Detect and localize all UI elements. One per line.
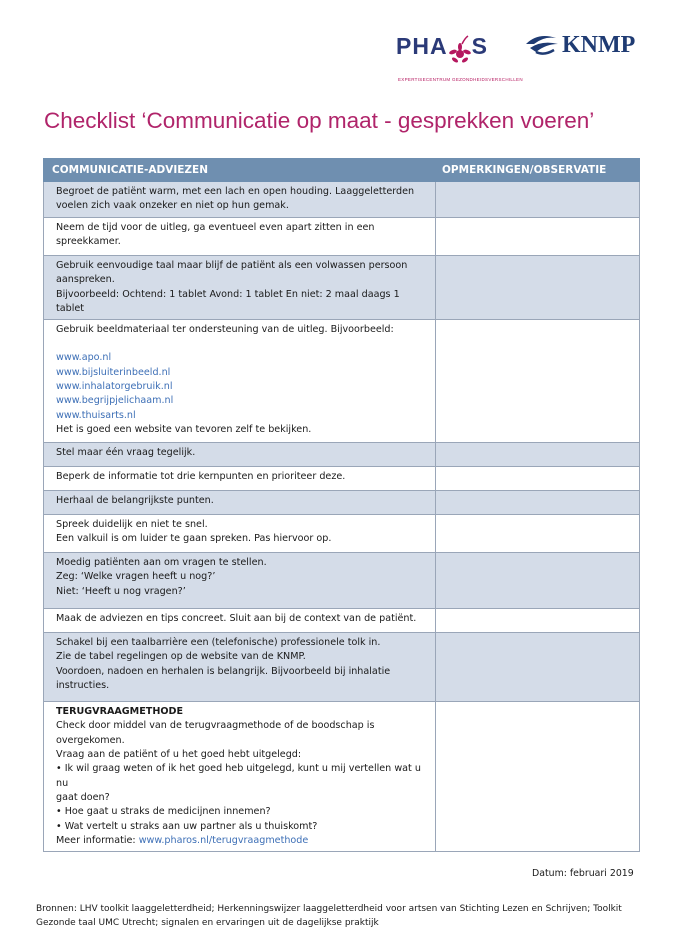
- advies-cell: [44, 702, 436, 852]
- advies-text: Maak de adviezen en tips concreet. Sluit aan bij de context van de patiënt.: [56, 613, 417, 625]
- observatie-cell[interactable]: [436, 633, 640, 702]
- advies-text: Gebruik eenvoudige taal maar blijf de patiënt als een volwassen persoon: [56, 260, 408, 271]
- column-header-adviezen: COMMUNICATIE-ADVIEZEN: [44, 159, 436, 182]
- website-link[interactable]: www.thuisarts.nl: [56, 409, 136, 421]
- advies-text: Stel maar één vraag tegelijk.: [56, 447, 196, 459]
- knmp-wordmark: KNMP: [562, 31, 636, 58]
- advies-cell: [44, 491, 436, 515]
- table-row: [44, 702, 640, 852]
- spacer: [56, 337, 425, 351]
- advies-text: spreekkamer.: [56, 236, 121, 248]
- advies-text: Moedig patiënten aan om vragen te stellen.: [56, 557, 267, 569]
- advies-cell: [44, 256, 436, 320]
- checklist-table: [43, 158, 640, 852]
- observatie-cell[interactable]: [436, 320, 640, 443]
- table-row: [44, 256, 640, 320]
- table-row: [44, 182, 640, 218]
- observatie-cell[interactable]: [436, 702, 640, 852]
- advies-text: Vraag aan de patiënt of u het goed hebt uitgelegd:: [56, 749, 302, 761]
- observatie-cell[interactable]: [436, 553, 640, 609]
- observatie-cell[interactable]: [436, 443, 640, 467]
- advies-cell: [44, 553, 436, 609]
- advies-text: Voordoen, nadoen en herhalen is belangrijk. Bijvoorbeeld bij inhalatie: [56, 665, 391, 677]
- observatie-cell[interactable]: [436, 218, 640, 256]
- advies-text: Het is goed een website van tevoren zelf te bekijken.: [56, 423, 312, 435]
- advies-cell: [44, 467, 436, 491]
- table-row: [44, 515, 640, 553]
- advies-text: Zie de tabel regelingen op de website van de KNMP.: [56, 651, 306, 663]
- more-info-line: [56, 834, 425, 848]
- knmp-swirl-icon: [524, 30, 560, 60]
- pharos-tagline: EXPERTISECENTRUM GEZONDHEIDSVERSCHILLEN: [398, 77, 523, 82]
- advies-text: instructies.: [56, 680, 110, 692]
- advies-text: Zeg: ‘Welke vragen heeft u nog?’: [56, 571, 216, 583]
- advies-cell: [44, 182, 436, 218]
- observatie-cell[interactable]: [436, 609, 640, 633]
- observatie-cell[interactable]: [436, 467, 640, 491]
- page-title: Checklist ‘Communicatie op maat - gesprekken voeren’: [44, 108, 595, 133]
- advies-text: voelen zich vaak onzeker en niet op hun gemak.: [56, 200, 289, 212]
- pharos-wordmark-end: S: [471, 33, 488, 59]
- more-info-link[interactable]: www.pharos.nl/terugvraagmethode: [138, 834, 309, 846]
- website-link[interactable]: www.begrijpjelichaam.nl: [56, 395, 174, 407]
- advies-text: Spreek duidelijk en niet te snel.: [56, 519, 208, 531]
- advies-text: Check door middel van de terugvraagmethode of de boodschap is: [56, 720, 375, 732]
- advies-text: Herhaal de belangrijkste punten.: [56, 495, 214, 507]
- advies-text: Niet: ‘Heeft u nog vragen?’: [56, 585, 186, 597]
- checklist-rows: [44, 182, 640, 852]
- advies-text: Neem de tijd voor de uitleg, ga eventueel even apart zitten in een: [56, 222, 375, 233]
- section-heading: TERUGVRAAGMETHODE: [56, 706, 184, 718]
- table-row: [44, 218, 640, 256]
- advies-text: Beperk de informatie tot drie kernpunten en prioriteer deze.: [56, 471, 346, 483]
- advies-cell: [44, 320, 436, 443]
- table-row: [44, 443, 640, 467]
- advies-text: overgekomen.: [56, 734, 125, 746]
- table-row: [44, 633, 640, 702]
- observatie-cell[interactable]: [436, 182, 640, 218]
- advies-text: • Wat vertelt u straks aan uw partner als u thuiskomt?: [56, 820, 318, 832]
- observatie-cell[interactable]: [436, 491, 640, 515]
- advies-cell: [44, 609, 436, 633]
- sources-text: Bronnen: LHV toolkit laaggeletterdheid; Herkenningswijzer laaggeletterdheid voor artsen van Stichting Lezen en Schrijven; Toolkit Gezonde taal UMC Utrecht; signalen en ervaringen uit de dagelijkse praktijk: [36, 904, 622, 928]
- advies-cell: [44, 515, 436, 553]
- more-info-label: Meer informatie:: [56, 834, 139, 846]
- advies-text: Bijvoorbeeld: Ochtend: 1 tablet Avond: 1 tablet En niet: 2 maal daags 1 tablet: [56, 288, 400, 314]
- website-link[interactable]: www.apo.nl: [56, 352, 112, 364]
- table-header-row: [44, 159, 640, 182]
- table-row: [44, 467, 640, 491]
- table-row: [44, 320, 640, 443]
- column-header-opmerkingen: OPMERKINGEN/OBSERVATIE: [436, 159, 640, 182]
- advies-cell: [44, 633, 436, 702]
- advies-cell: [44, 443, 436, 467]
- date-label: Datum: februari 2019: [532, 868, 634, 879]
- table-row: [44, 491, 640, 515]
- pharos-flower-icon: [449, 35, 471, 65]
- knmp-logo: [524, 30, 635, 60]
- logo-area: [396, 16, 646, 82]
- advies-text: • Ik wil graag weten of ik het goed heb uitgelegd, kunt u mij vertellen wat u nu: [56, 763, 421, 789]
- advies-text: aanspreken.: [56, 274, 115, 286]
- advies-text: • Hoe gaat u straks de medicijnen innemen?: [56, 806, 271, 818]
- website-link[interactable]: www.inhalatorgebruik.nl: [56, 381, 173, 393]
- advies-text: Een valkuil is om luider te gaan spreken. Pas hiervoor op.: [56, 533, 332, 545]
- website-link[interactable]: www.bijsluiterinbeeld.nl: [56, 366, 171, 378]
- table-row: [44, 609, 640, 633]
- table-row: [44, 553, 640, 609]
- advies-text: Schakel bij een taalbarrière een (telefonische) professionele tolk in.: [56, 637, 381, 649]
- advies-cell: [44, 218, 436, 256]
- advies-text: gaat doen?: [56, 791, 110, 803]
- observatie-cell[interactable]: [436, 256, 640, 320]
- pharos-logo: [396, 33, 523, 82]
- pharos-wordmark-start: PHA: [396, 33, 448, 59]
- observatie-cell[interactable]: [436, 515, 640, 553]
- advies-text: Gebruik beeldmateriaal ter ondersteuning van de uitleg. Bijvoorbeeld:: [56, 324, 394, 336]
- advies-text: Begroet de patiënt warm, met een lach en open houding. Laaggeletterden: [56, 186, 415, 197]
